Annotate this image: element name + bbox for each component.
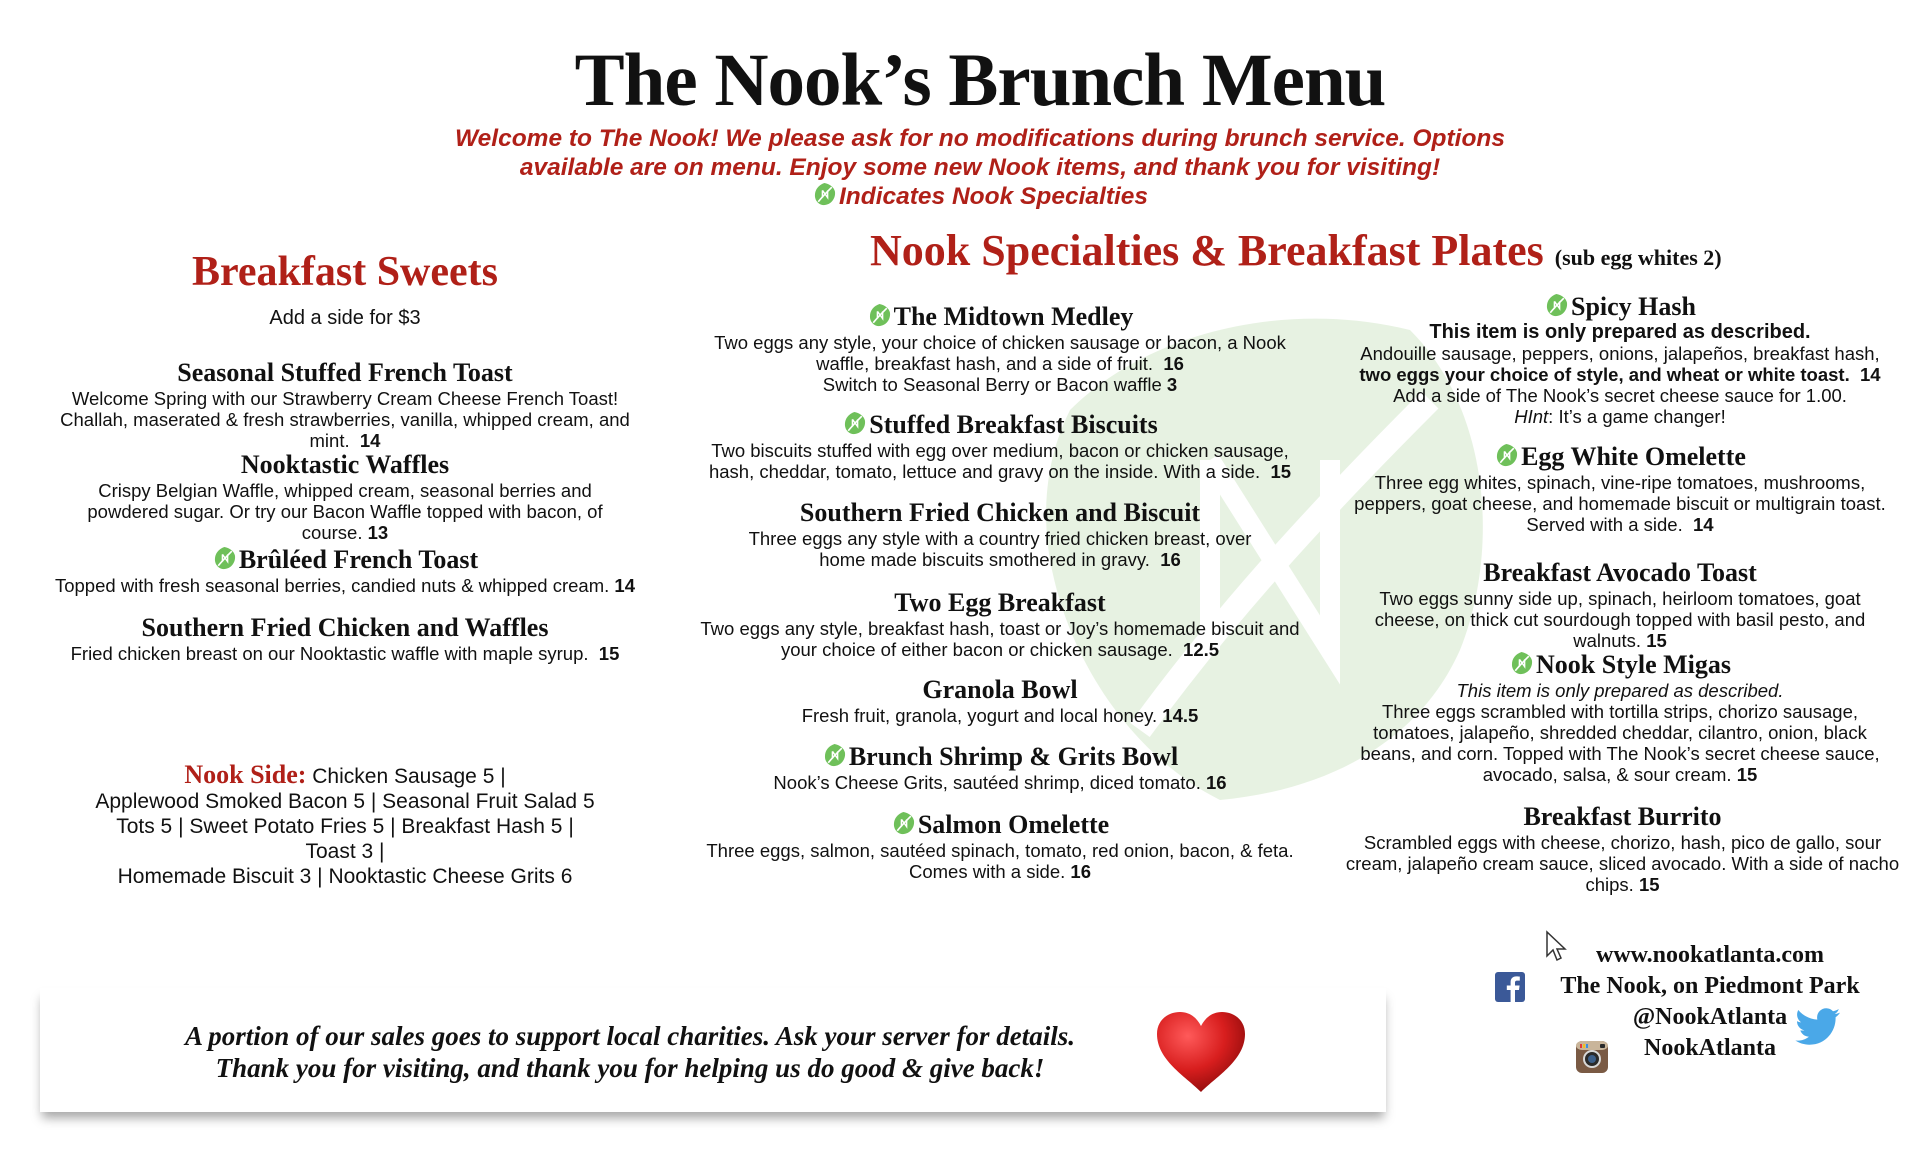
menu-item-name: Breakfast Burrito — [1523, 802, 1722, 831]
menu-item-description: Two eggs any style, your choice of chicken sausage or bacon, a Nook waffle, breakfast hash, and a side of fruit. 16 — [714, 332, 1286, 374]
facebook-icon[interactable] — [1495, 972, 1525, 1002]
nook-specialty-leaf-icon — [212, 546, 237, 571]
instagram-icon[interactable] — [1575, 1040, 1609, 1074]
menu-item-description: Crispy Belgian Waffle, whipped cream, seasonal berries and powdered sugar. Or try our Bacon Waffle topped with bacon, of course. 13 — [87, 480, 603, 543]
menu-item — [700, 675, 1300, 726]
menu-item-description: Three eggs, salmon, sautéed spinach, tomato, red onion, bacon, & feta. Comes with a side. 16 — [706, 840, 1294, 882]
menu-item — [50, 613, 640, 664]
menu-item — [40, 358, 650, 451]
menu-item-description: Fresh fruit, granola, yogurt and local honey. 14.5 — [801, 705, 1199, 726]
charity-line-1: A portion of our sales goes to support local charities. Ask your server for details. — [184, 1021, 1076, 1051]
menu-item — [700, 498, 1300, 570]
specialty-legend-label: Indicates Nook Specialties — [838, 183, 1149, 210]
twitter-handle[interactable]: @NookAtlanta — [1632, 1004, 1788, 1030]
menu-item — [60, 450, 630, 543]
egg-white-note: (sub egg whites 2) — [1554, 245, 1722, 270]
twitter-icon[interactable] — [1795, 1008, 1841, 1046]
facebook-handle[interactable]: The Nook, on Piedmont Park — [1560, 973, 1860, 999]
nook-specialty-leaf-icon — [842, 411, 867, 436]
menu-item-name: Stuffed Breakfast Biscuits — [700, 410, 1300, 440]
menu-item — [700, 302, 1300, 395]
intro-line-2: available are on menu. Enjoy some new Nook items, and thank you for visiting! — [519, 154, 1441, 181]
specialties-heading — [870, 225, 1920, 276]
menu-item-description: Topped with fresh seasonal berries, candied nuts & whipped cream. 14 — [54, 575, 635, 596]
menu-item-description: Three eggs scrambled with tortilla strips, chorizo sausage, tomatoes, jalapeño, shredded cheddar, cilantro, onion, black beans, and corn. Topped with The Nook’s secret cheese sauce, avocado, salsa, & sour cream. 15 — [1360, 701, 1880, 785]
heart-icon — [1155, 1010, 1247, 1094]
menu-item-price: 14 — [614, 575, 635, 596]
breakfast-sweets-subtitle: Add a side for $3 — [269, 307, 421, 329]
menu-item-name: Nook Style Migas — [1345, 650, 1895, 680]
sides-label: Nook Side: — [184, 760, 307, 789]
menu-item-notice: This item is only prepared as described. — [1456, 680, 1784, 701]
nook-specialty-leaf-icon — [812, 182, 837, 207]
contact-block — [1500, 940, 1920, 1064]
menu-item-description: Two eggs any style, breakfast hash, toast or Joy’s homemade biscuit and your choice of either bacon or chicken sausage. 12.5 — [700, 618, 1300, 660]
menu-item-name: Nooktastic Waffles — [240, 450, 450, 479]
sides-line-2: Applewood Smoked Bacon 5 | Seasonal Fruit Salad 5 — [95, 790, 595, 813]
menu-item-name: Southern Fried Chicken and Waffles — [141, 613, 549, 642]
menu-item — [1350, 292, 1890, 427]
menu-item — [690, 810, 1310, 882]
menu-item-name: Spicy Hash — [1350, 292, 1890, 322]
menu-item-description: Scrambled eggs with cheese, chorizo, hash, pico de gallo, sour cream, jalapeño cream sauce, sliced avocado. With a side of nacho chips. 15 — [1345, 832, 1900, 895]
menu-item-name: Seasonal Stuffed French Toast — [177, 358, 513, 387]
specialties-title: Nook Specialties & Breakfast Plates — [870, 226, 1544, 275]
intro-line-3 — [380, 182, 1580, 211]
menu-item-name: Southern Fried Chicken and Biscuit — [799, 498, 1201, 527]
menu-item-hint: HInt: It’s a game changer! — [1514, 406, 1726, 427]
menu-item-name: The Midtown Medley — [700, 302, 1300, 332]
charity-line-2: Thank you for visiting, and thank you for helping us do good & give back! — [215, 1053, 1045, 1083]
menu-item — [50, 545, 640, 596]
nook-specialty-leaf-icon — [891, 811, 916, 836]
website-link[interactable]: www.nookatlanta.com — [1595, 942, 1824, 968]
menu-item — [700, 588, 1300, 660]
charity-message — [180, 1020, 1080, 1084]
menu-item — [700, 742, 1300, 793]
menu-item — [1345, 802, 1900, 895]
menu-item-price: 14 — [359, 430, 381, 451]
nook-specialty-leaf-icon — [1494, 443, 1519, 468]
menu-title: The Nook’s Brunch Menu — [574, 39, 1386, 122]
menu-item — [700, 410, 1300, 482]
menu-item-name: Two Egg Breakfast — [894, 588, 1106, 617]
menu-item-extra: Switch to Seasonal Berry or Bacon waffle 3 — [822, 374, 1178, 395]
menu-item — [1345, 558, 1895, 651]
menu-item-price: 15 — [598, 643, 620, 664]
nook-sides — [90, 762, 600, 889]
nook-specialty-leaf-icon — [867, 303, 892, 328]
menu-item-description: Three eggs any style with a country fried chicken breast, over home made biscuits smothered in gravy. 16 — [748, 528, 1252, 570]
menu-item-description: Welcome Spring with our Strawberry Cream Cheese French Toast! Challah, maserated & fresh strawberries, vanilla, whipped cream, and mint. 14 — [60, 388, 630, 451]
menu-item-name: Brûléed French Toast — [50, 545, 640, 575]
menu-item-description: Two biscuits stuffed with egg over medium, bacon or chicken sausage, hash, cheddar, tomato, lettuce and gravy on the inside. With a side. 15 — [708, 440, 1292, 482]
menu-item-description: Two eggs sunny side up, spinach, heirloom tomatoes, goat cheese, on thick cut sourdough topped with basil pesto, and walnuts. 15 — [1374, 588, 1866, 651]
nook-specialty-leaf-icon — [1509, 651, 1534, 676]
sides-line-3: Tots 5 | Sweet Potato Fries 5 | Breakfast Hash 5 | Toast 3 | — [116, 815, 574, 863]
menu-item-name: Brunch Shrimp & Grits Bowl — [700, 742, 1300, 772]
intro-line-1: Welcome to The Nook! We please ask for no modifications during brunch service. Options — [454, 125, 1506, 152]
menu-item-description: Andouille sausage, peppers, onions, jalapeños, breakfast hash, two eggs your choice of style, and wheat or white toast. 14 — [1359, 343, 1881, 385]
menu-item-name: Egg White Omelette — [1345, 442, 1895, 472]
intro-text — [380, 124, 1580, 211]
nook-specialty-leaf-icon — [1544, 293, 1569, 318]
menu-item-name: Granola Bowl — [922, 675, 1078, 704]
menu-item — [1345, 442, 1895, 535]
instagram-handle[interactable]: NookAtlanta — [1643, 1035, 1776, 1061]
sides-line-4: Homemade Biscuit 3 | Nooktastic Cheese Grits 6 — [117, 865, 573, 888]
menu-item-notice: This item is only prepared as described. — [1429, 321, 1811, 343]
menu-item-price: 13 — [367, 522, 389, 543]
menu-item-description: Nook’s Cheese Grits, sautéed shrimp, diced tomato. 16 — [773, 772, 1227, 793]
menu-item-name: Salmon Omelette — [690, 810, 1310, 840]
nook-specialty-leaf-icon — [822, 743, 847, 768]
sides-line-1: Chicken Sausage 5 | — [312, 765, 506, 788]
breakfast-sweets-heading: Breakfast Sweets — [191, 249, 499, 295]
menu-item-description: Fried chicken breast on our Nooktastic waffle with maple syrup. 15 — [70, 643, 620, 664]
menu-item — [1345, 650, 1895, 785]
menu-item-description: Three egg whites, spinach, vine-ripe tomatoes, mushrooms, peppers, goat cheese, and homemade biscuit or multigrain toast. Served with a side. 14 — [1354, 472, 1886, 535]
menu-item-extra: Add a side of The Nook’s secret cheese sauce for 1.00. — [1393, 385, 1847, 406]
menu-item-name: Breakfast Avocado Toast — [1483, 558, 1757, 587]
